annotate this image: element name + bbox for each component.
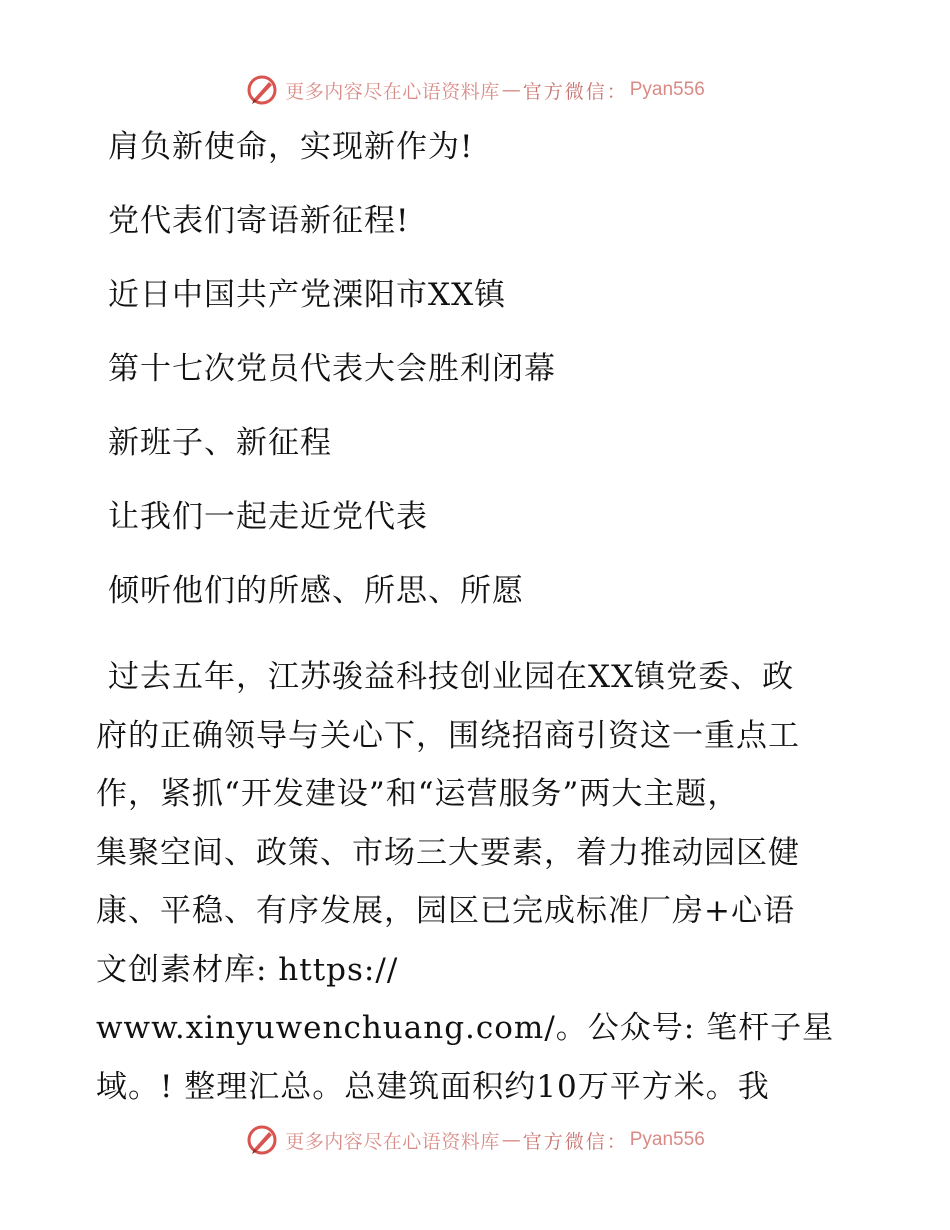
paragraph-line: 过去五年，江苏骏益科技创业园在XX镇党委、政 xyxy=(108,659,795,695)
text-line: 近日中国共产党溧阳市XX镇 xyxy=(108,277,507,313)
text-line: 第十七次党员代表大会胜利闭幕 xyxy=(108,351,556,387)
text-line: 党代表们寄语新征程! xyxy=(108,203,410,239)
paragraph-line: 作，紧抓“开发建设”和“运营服务”两大主题， xyxy=(96,776,740,812)
banner-main-text: 更多内容尽在心语资料库 xyxy=(285,1130,500,1153)
banner-wechat-id: Pyan556 xyxy=(629,1129,705,1150)
banner-official-label: 官方微信： xyxy=(522,1130,628,1153)
text-line: 新班子、新征程 xyxy=(108,425,332,461)
banner-dash: — xyxy=(501,1129,521,1151)
banner-official-label: 官方微信： xyxy=(522,80,628,103)
banner-wechat-id: Pyan556 xyxy=(629,79,705,100)
footer-watermark-banner xyxy=(0,1122,950,1158)
pen-logo-icon xyxy=(245,1123,279,1157)
paragraph-line: 域。! 整理汇总。总建筑面积约10万平方米。我 xyxy=(96,1068,770,1105)
document-body xyxy=(96,120,856,1116)
body-paragraph xyxy=(96,648,856,1116)
text-line: 倾听他们的所感、所思、所愿 xyxy=(108,573,524,609)
paragraph-line: www.xinyuwenchuang.com/。公众号: 笔杆子星 xyxy=(96,1010,835,1046)
pen-logo-icon xyxy=(245,73,279,107)
paragraph-line: 康、平稳、有序发展，园区已完成标准厂房+心语 xyxy=(96,893,795,929)
banner-main-text: 更多内容尽在心语资料库 xyxy=(285,80,500,103)
paragraph-line: 府的正确领导与关心下，围绕招商引资这一重点工 xyxy=(96,717,800,754)
header-watermark-banner xyxy=(0,72,950,108)
text-line: 肩负新使命，实现新作为! xyxy=(108,129,474,165)
banner-dash: — xyxy=(501,79,521,101)
paragraph-line: 集聚空间、政策、市场三大要素，着力推动园区健 xyxy=(96,834,800,871)
text-line: 让我们一起走近党代表 xyxy=(108,499,428,535)
paragraph-line: 文创素材库: https:// xyxy=(96,951,399,988)
